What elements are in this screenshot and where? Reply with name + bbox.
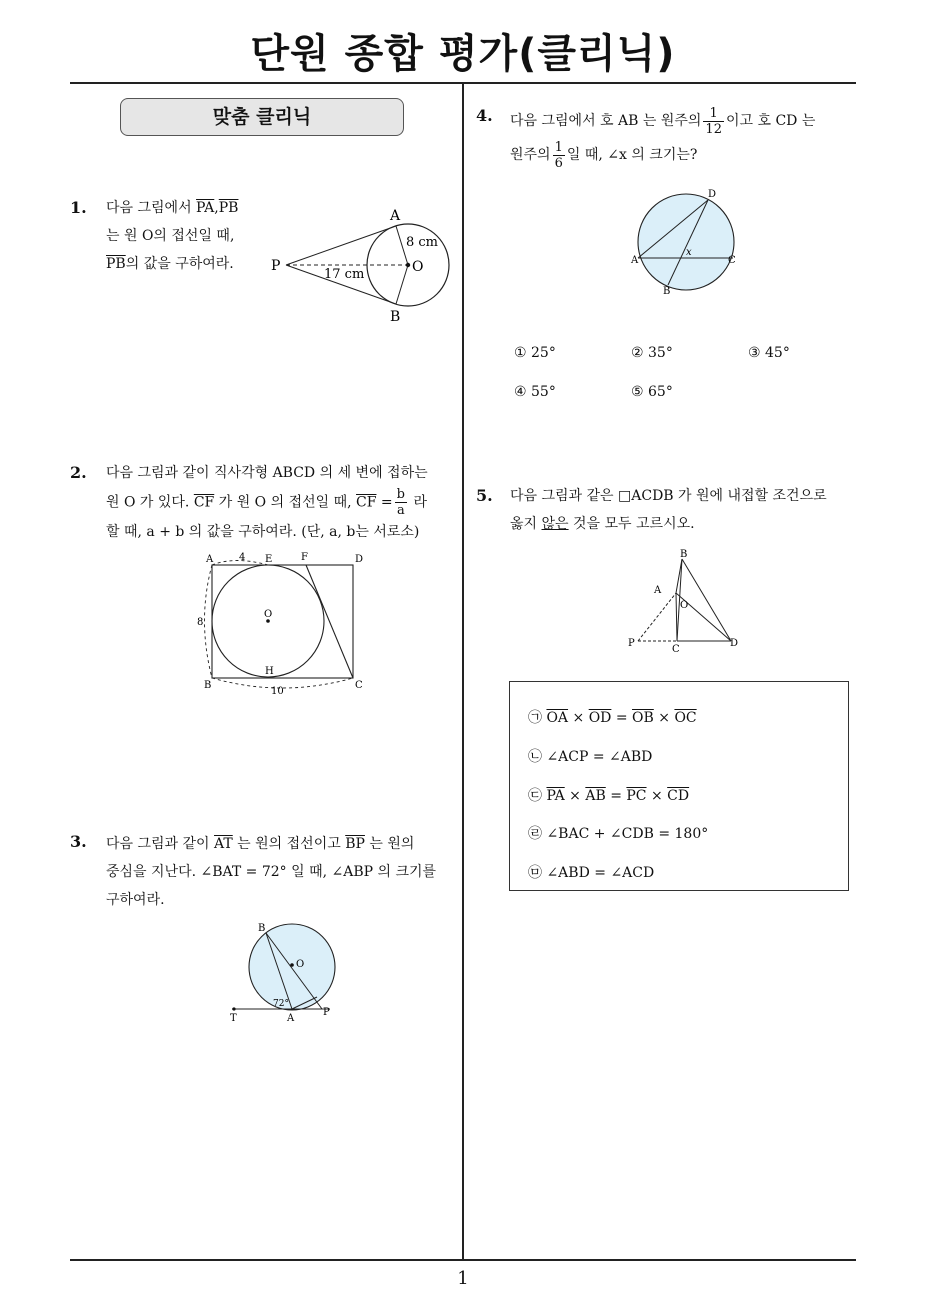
q5-s4-mark: ㉣ [528,826,542,842]
q2-rectangle [212,565,353,678]
q1-label-distance: 17 cm [324,267,365,282]
q3-seg-bp: $\overline{BP}$ [345,836,365,852]
q3-circle [249,924,335,1010]
q5-figure [624,548,744,656]
page-number: 1 [457,1268,469,1289]
q5-s3-op2: × [650,788,663,804]
q5-s5-text: ∠ABD = ∠ACD [546,865,655,881]
q1-seg-pa: $\overline{PA}$ [196,200,215,216]
q1-line3: 의 값을 구하여라. [125,256,234,272]
q5-label-p: P [628,638,635,649]
q4-frac2 [553,140,565,171]
q2-label-bc: 10 [271,686,284,695]
q5-label-o: O [680,600,689,611]
q2-dim-ab [205,565,213,678]
q5-statement-1[interactable] [528,707,697,727]
q5-line2-b: 것을 모두 고르시오. [573,516,695,532]
q4-line2-b: 일 때, ∠x 의 크기는? [566,147,698,163]
q2-label-a: A [206,554,214,565]
q5-s3-b: $\overline{AB}$ [585,788,606,804]
q3-label-p: P [323,1007,330,1018]
q2-number: 2. [70,463,87,482]
q1-line2: 는 원 O의 접선일 때, [106,228,235,244]
q5-line1: 다음 그림과 같은 □ACDB 가 원에 내접할 조건으로 [510,488,827,504]
q1-label-o: O [412,259,424,275]
q2-line2-c: 라 [413,494,427,511]
q2-label-ae: 4 [239,552,246,563]
q4-frac2-num: 1 [554,139,563,155]
q5-s2-mark: ㉡ [528,749,542,765]
q3-line1-b: 는 원의 접선이고 [237,836,341,852]
q1-figure [268,200,458,330]
q3-number: 3. [70,832,87,851]
q2-frac-num: b [396,487,405,502]
q4-label-a: A [631,255,639,266]
q2-tangent-cf [306,565,353,678]
q4-frac1 [703,106,724,137]
q2-seg-cf2: $\overline{CF}$ [356,494,377,511]
q4-frac1-den: 12 [705,121,722,137]
q3-label-o: O [296,959,305,970]
q5-statement-2[interactable] [528,746,652,766]
q5-line-ac [676,593,677,641]
q1-label-a: A [390,208,401,224]
clinic-badge: 맞춤 클리닉 [120,98,404,136]
q5-s3-mark: ㉢ [528,788,542,804]
q5-s3-d: $\overline{CD}$ [667,788,690,804]
q3-label-angle: 72° [273,999,289,1009]
q5-text [510,482,860,538]
q1-center-dot [406,263,410,267]
q5-s1-a: $\overline{OA}$ [546,710,569,726]
q2-label-h: H [265,666,274,677]
q5-s1-b: $\overline{OD}$ [588,710,612,726]
q2-figure [195,550,375,695]
q1-radius-ob [396,265,408,304]
q4-label-x: x [686,247,692,258]
q2-label-e: E [265,554,273,565]
q5-s1-eq: = [615,710,628,726]
q3-point-t [232,1007,235,1010]
q4-choice-3[interactable]: ③ 45° [748,345,790,361]
q5-line-bd [682,559,731,641]
q2-label-f: F [301,552,308,563]
q5-line-pa [638,593,676,641]
q4-line1-b: 이고 호 CD 는 [725,113,816,129]
q4-line2-a: 원주의 [510,147,551,163]
q2-label-o: O [264,609,273,620]
q1-seg-pb: $\overline{PB}$ [218,200,239,216]
q2-line3: 할 때, a + b 의 값을 구하여라. (단, a, b는 서로소) [106,524,420,540]
q3-center-dot [290,963,294,967]
page-title: 단원 종합 평가(클리닉) [250,31,676,77]
q5-label-a: A [654,585,662,596]
q5-statement-3[interactable] [528,785,689,805]
q5-s4-text: ∠BAC + ∠CDB = 180° [546,826,709,842]
q1-number: 1. [70,198,87,217]
q3-label-t: T [230,1013,237,1024]
q2-line2-a: 원 O 가 있다. [106,494,190,511]
q2-frac-den: a [396,503,405,518]
q3-label-b: B [258,923,266,934]
q5-line2-a: 옳지 [510,516,538,532]
q5-s1-mark: ㉠ [528,710,542,726]
column-divider [462,84,464,1260]
q4-choice-1[interactable]: ① 25° [514,345,556,361]
q2-text [106,459,462,546]
q5-statement-4[interactable] [528,823,708,843]
q1-intro: 다음 그림에서 [106,200,197,216]
q5-s1-c: $\overline{OB}$ [632,710,654,726]
q2-label-b: B [204,680,212,691]
q4-number: 4. [476,106,493,125]
q2-label-ab: 8 [197,617,204,628]
q2-line2-b: 가 원 O 의 접선일 때, [218,494,352,511]
q1-label-p: P [271,258,281,274]
q4-label-d: D [708,189,717,200]
q5-s5-mark: ㉤ [528,865,542,881]
q1-label-b: B [390,309,401,325]
q4-label-b: B [663,286,671,297]
q2-fraction [395,487,407,518]
q5-label-d: D [730,638,739,649]
q3-text [106,830,462,914]
q5-s1-op2: × [658,710,670,726]
q3-seg-at: $\overline{AT}$ [214,836,233,852]
q4-choice-5[interactable]: ⑤ 65° [631,384,673,400]
q4-circle [638,194,734,290]
q3-line2: 중심을 지난다. ∠BAT = 72° 일 때, ∠ABP 의 크기를 [106,864,437,880]
q2-eq: = [380,494,393,511]
q1-label-radius: 8 cm [406,235,439,250]
q5-line2-underlined: 않은 [541,516,569,532]
q5-s3-op1: × [569,788,581,804]
q5-s2-text: ∠ACP = ∠ABD [546,749,653,765]
q4-label-c: C [728,255,736,266]
q1-text [106,194,286,278]
q4-line1-a: 다음 그림에서 호 AB 는 원주의 [510,113,702,129]
q1-comma: , [214,200,219,216]
q1-seg-pb2: $\overline{PB}$ [106,256,126,272]
q4-frac2-den: 6 [554,155,563,171]
q2-label-d: D [355,554,364,565]
q5-s3-c: $\overline{PC}$ [626,788,647,804]
q5-s1-op1: × [572,710,585,726]
footer-rule [70,1259,856,1261]
q2-label-c: C [355,680,363,691]
q5-s3-a: $\overline{PA}$ [546,788,565,804]
q4-choice-2[interactable]: ② 35° [631,345,673,361]
q2-seg-cf: $\overline{CF}$ [193,494,215,511]
q5-s1-d: $\overline{OC}$ [674,710,697,726]
q4-figure [626,185,746,297]
q5-label-c: C [672,644,680,655]
q5-number: 5. [476,486,493,505]
q5-label-b: B [680,549,688,560]
q5-s3-eq: = [610,788,622,804]
q5-statement-5[interactable] [528,862,654,882]
q3-figure [222,915,342,1025]
q3-line1-a: 다음 그림과 같이 [106,836,210,852]
q4-frac1-num: 1 [703,106,724,122]
q1-tangent-pa [286,226,396,265]
q3-label-a: A [287,1013,295,1024]
q4-choice-4[interactable]: ④ 55° [514,384,556,400]
q2-line1: 다음 그림과 같이 직사각형 ABCD 의 세 변에 접하는 [106,465,428,481]
q4-text [510,104,860,172]
q3-line3: 구하여라. [106,892,165,908]
q3-line1-c: 는 원의 [369,836,415,852]
